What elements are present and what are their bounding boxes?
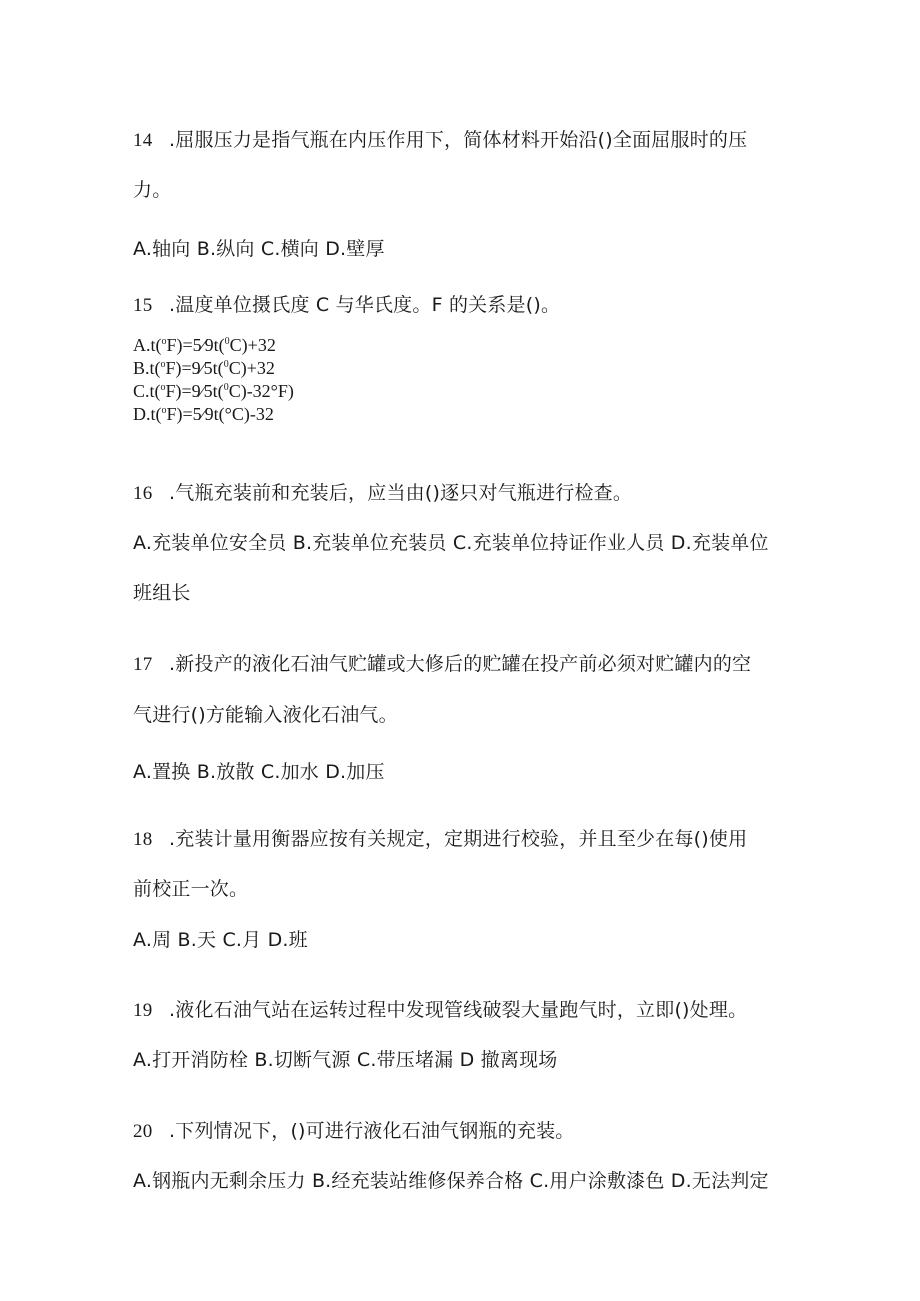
question-16-options-line-2: 班组长 [133,582,191,604]
question-14-stem-line-1: 14 .屈服压力是指气瓶在内压作用下，简体材料开始沿()全面屈服时的压 [133,129,748,151]
question-18-options: A.周 B.天 C.月 D.班 [133,929,308,951]
question-17-options: A.置换 B.放散 C.加水 D.加压 [133,761,385,783]
question-number: 14 [133,130,153,151]
question-15-option-d: D.t($^o$F)=5⁄9t(°C)-32 [133,404,274,424]
question-19-stem: 19 .液化石油气站在运转过程中发现管线破裂大量跑气时，立即()处理。 [133,999,748,1021]
question-14-stem-line-2: 力。 [133,179,172,201]
question-15-option-a: A.t($^o$F)=5⁄9t($^0$C)+32 [133,335,276,355]
question-16-stem: 16 .气瓶充装前和充装后，应当由()逐只对气瓶进行检查。 [133,482,633,504]
question-17-stem-line-2: 气进行()方能输入液化石油气。 [133,704,398,726]
question-14-options: A.轴向 B.纵向 C.横向 D.壁厚 [133,238,385,260]
question-17-stem-line-1: 17 .新投产的液化石油气贮罐或大修后的贮罐在投产前必须对贮罐内的空 [133,653,752,675]
question-number: 16 [133,483,153,504]
question-15-stem: 15 .温度单位摄氏度 C 与华氏度。F 的关系是()。 [133,294,561,316]
question-16-options-line-1: A.充装单位安全员 B.充装单位充装员 C.充装单位持证作业人员 D.充装单位 [133,532,769,554]
question-number: 20 [133,1121,153,1142]
question-number: 19 [133,1000,153,1021]
question-number: 18 [133,829,153,850]
question-19-options: A.打开消防栓 B.切断气源 C.带压堵漏 D 撤离现场 [133,1049,558,1071]
question-20-stem: 20 .下列情况下，()可进行液化石油气钢瓶的充装。 [133,1120,575,1142]
question-15-option-b: B.t($^o$F)=9⁄5t($^0$C)+32 [133,358,275,378]
question-number: 15 [133,295,153,316]
question-number: 17 [133,654,153,675]
question-15-option-c: C.t($^o$F)=9⁄5t($^0$C)-32°F) [133,381,294,401]
question-18-stem-line-2: 前校正一次。 [133,878,249,900]
question-18-stem-line-1: 18 .充装计量用衡器应按有关规定，定期进行校验，并且至少在每()使用 [133,828,748,850]
question-20-options: A.钢瓶内无剩余压力 B.经充装站维修保养合格 C.用户涂敷漆色 D.无法判定 [133,1170,769,1192]
